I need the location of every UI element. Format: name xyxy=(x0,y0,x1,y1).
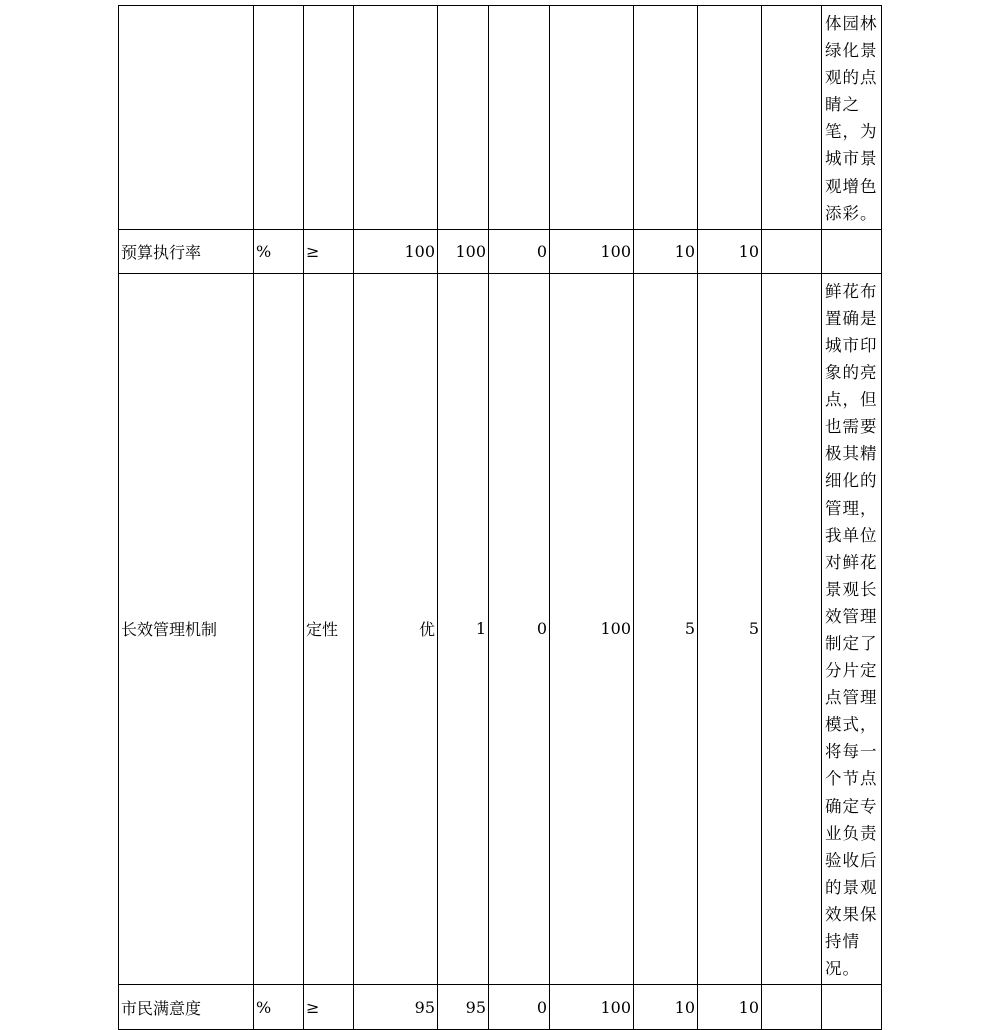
performance-table xyxy=(118,5,882,1030)
actual-cell: 1 xyxy=(438,273,489,984)
deviation-cell: 0 xyxy=(489,985,550,1030)
note-cell: 鲜花布置确是城市印象的亮点，但也需要极其精细化的管理，我单位对鲜花景观长效管理制定了分片定点管理模式，将每一个节点确定专业负责验收后的景观效果保持情况。 xyxy=(822,273,882,984)
extra-cell xyxy=(762,229,822,273)
target-cell xyxy=(354,6,438,230)
completion-cell xyxy=(550,6,634,230)
indicator-cell: 长效管理机制 xyxy=(119,273,254,984)
extra-cell xyxy=(762,273,822,984)
completion-cell: 100 xyxy=(550,229,634,273)
actual-cell: 100 xyxy=(438,229,489,273)
score-cell: 5 xyxy=(698,273,762,984)
completion-cell: 100 xyxy=(550,985,634,1030)
extra-cell xyxy=(762,985,822,1030)
unit-cell xyxy=(254,6,304,230)
operator-cell: 定性 xyxy=(304,273,354,984)
unit-cell xyxy=(254,273,304,984)
note-cell xyxy=(822,229,882,273)
completion-cell: 100 xyxy=(550,273,634,984)
deviation-cell: 0 xyxy=(489,229,550,273)
indicator-cell: 市民满意度 xyxy=(119,985,254,1030)
target-cell: 95 xyxy=(354,985,438,1030)
indicator-cell: 预算执行率 xyxy=(119,229,254,273)
table-row xyxy=(119,229,882,273)
weight-cell: 5 xyxy=(634,273,698,984)
table-row xyxy=(119,985,882,1030)
weight-cell xyxy=(634,6,698,230)
note-cell: 体园林绿化景观的点睛之笔，为城市景观增色添彩。 xyxy=(822,6,882,230)
score-cell: 10 xyxy=(698,229,762,273)
weight-cell: 10 xyxy=(634,985,698,1030)
table-row xyxy=(119,273,882,984)
weight-cell: 10 xyxy=(634,229,698,273)
operator-cell xyxy=(304,6,354,230)
indicator-cell xyxy=(119,6,254,230)
note-cell xyxy=(822,985,882,1030)
deviation-cell: 0 xyxy=(489,273,550,984)
target-cell: 100 xyxy=(354,229,438,273)
operator-cell: ≥ xyxy=(304,985,354,1030)
actual-cell xyxy=(438,6,489,230)
table-row xyxy=(119,6,882,230)
unit-cell: % xyxy=(254,229,304,273)
score-cell xyxy=(698,6,762,230)
actual-cell: 95 xyxy=(438,985,489,1030)
score-cell: 10 xyxy=(698,985,762,1030)
target-cell: 优 xyxy=(354,273,438,984)
unit-cell: % xyxy=(254,985,304,1030)
operator-cell: ≥ xyxy=(304,229,354,273)
deviation-cell xyxy=(489,6,550,230)
extra-cell xyxy=(762,6,822,230)
